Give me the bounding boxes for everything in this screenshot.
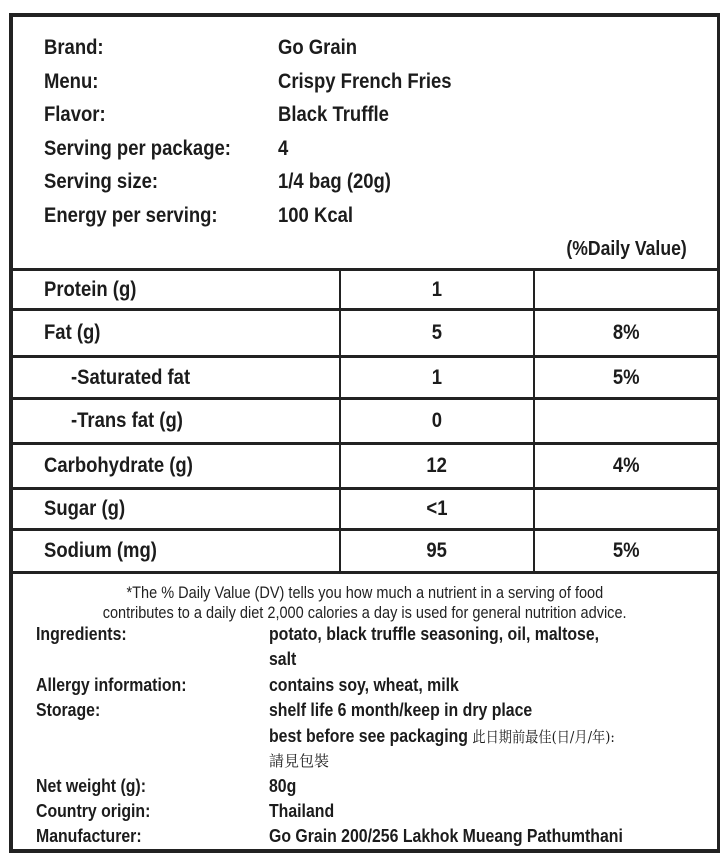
nutrient-dv: 5% — [613, 539, 640, 562]
brand-value: Go Grain — [278, 36, 358, 59]
info-row-serving-size — [13, 167, 717, 197]
flavor-value: Black Truffle — [278, 103, 389, 126]
storage-value-line2: best before see packaging — [269, 726, 468, 746]
nutrient-name: -Trans fat (g) — [71, 409, 183, 432]
nutrient-amount: 95 — [339, 531, 535, 571]
menu-value: Crispy French Fries — [278, 69, 452, 93]
storage-label: Storage: — [36, 700, 101, 720]
nutrient-table — [13, 268, 717, 574]
nutrient-name: Sugar (g) — [44, 497, 126, 520]
storage-best-before — [269, 724, 615, 749]
energy-label: Energy per serving: — [44, 203, 218, 227]
nutrient-amount: 1 — [339, 358, 535, 397]
nutrient-amount: 5 — [339, 311, 535, 355]
nutrient-dv: 5% — [613, 365, 640, 389]
servings-value: 4 — [278, 136, 289, 160]
table-row-saturated-fat — [13, 358, 717, 400]
nutrient-name: Protein (g) — [44, 277, 137, 301]
footnote-line-2: contributes to a daily diet 2,000 calories a day is used for general nutrition advice. — [103, 604, 627, 622]
storage-value-cjk-line3: 請見包裝 — [269, 752, 330, 770]
allergy-value: contains soy, wheat, milk — [269, 675, 459, 695]
storage-value-cjk: 此日期前最佳(日/月/年): — [472, 728, 615, 746]
table-row-sugar — [13, 490, 717, 531]
table-row-carbohydrate — [13, 445, 717, 490]
table-row-sodium — [13, 531, 717, 574]
info-row-servings — [13, 134, 717, 164]
table-row-protein — [13, 271, 717, 311]
ingredients-value-line2: salt — [269, 649, 297, 669]
ingredients-label: Ingredients: — [36, 624, 127, 644]
nutrient-dv: 8% — [613, 321, 640, 344]
nutrient-dv — [535, 490, 718, 528]
country-value: Thailand — [269, 801, 335, 821]
nutrient-amount: <1 — [339, 490, 535, 528]
daily-value-footnote — [13, 583, 717, 623]
brand-label: Brand: — [44, 36, 104, 59]
info-row-menu — [13, 67, 717, 97]
menu-label: Menu: — [44, 69, 99, 93]
nutrient-name: Carbohydrate (g) — [44, 454, 193, 477]
nutrition-label — [9, 13, 720, 853]
allergy-label: Allergy information: — [36, 675, 187, 695]
serving-size-value: 1/4 bag (20g) — [278, 170, 391, 193]
nutrient-amount: 1 — [339, 271, 535, 308]
servings-label: Serving per package: — [44, 136, 231, 160]
country-label: Country origin: — [36, 801, 151, 821]
info-row-brand — [13, 33, 717, 63]
nutrient-name: -Saturated fat — [71, 365, 191, 389]
serving-size-label: Serving size: — [44, 170, 159, 193]
net-weight-label: Net weight (g): — [36, 776, 146, 796]
storage-value-line1: shelf life 6 month/keep in dry place — [269, 700, 533, 720]
flavor-label: Flavor: — [44, 103, 106, 126]
table-row-fat — [13, 311, 717, 358]
ingredients-value-line1: potato, black truffle seasoning, oil, maltose, — [269, 624, 600, 644]
net-weight-value: 80g — [269, 776, 297, 796]
manufacturer-value: Go Grain 200/256 Lakhok Mueang Pathumthani — [269, 826, 623, 846]
manufacturer-label: Manufacturer: — [36, 826, 142, 846]
info-row-energy — [13, 201, 717, 231]
nutrient-dv — [535, 271, 718, 308]
nutrient-amount: 12 — [339, 445, 535, 487]
nutrient-name: Fat (g) — [44, 321, 101, 344]
footnote-line-1: *The % Daily Value (DV) tells you how much a nutrient in a serving of food — [126, 584, 604, 602]
nutrient-dv: 4% — [613, 454, 640, 477]
nutrient-amount: 0 — [339, 400, 535, 442]
energy-value: 100 Kcal — [278, 203, 354, 227]
daily-value-header: (%Daily Value) — [566, 238, 687, 260]
info-row-flavor — [13, 100, 717, 130]
nutrient-name: Sodium (mg) — [44, 539, 157, 562]
nutrient-dv — [535, 400, 718, 442]
table-row-trans-fat — [13, 400, 717, 445]
